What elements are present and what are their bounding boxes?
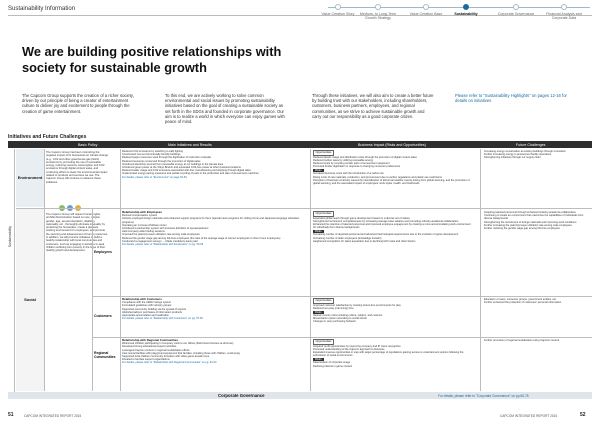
list-item: Appropriate accumulation and realization (122, 314, 170, 318)
intro-paragraph-2: To this end, we are actively working to solve common environmental and social issues by promoting sustainability initiatives based on the goal of creating a sustainable society as set forth in the SDGs and founded in corporate governance. Our aim is to realize a world in which everyone can enjoy games with peace of mind. (165, 93, 285, 125)
employees-challenges (484, 211, 590, 230)
list-item: Introduced electricity sourced from renewable energy at our buildings in the Kansai area (122, 162, 223, 166)
risks-tag: Risks (315, 229, 322, 233)
list-item: Reduced water usage and CO2 emissions associated with disc manufacturing and shipping through digital sales (122, 169, 251, 173)
opportunities-tag: Opportunities (313, 339, 334, 344)
regional-initiatives (122, 339, 302, 365)
list-item: Reduced the gender wage gap among full-time employees (the ratio of the average wage of women employees to that of men employees) (122, 236, 281, 240)
highlights-link[interactable]: Please refer to "Sustainability Highlights" on pages 12-16 for details on initiatives (455, 93, 567, 104)
environment-initiatives (122, 150, 302, 179)
list-item: Strengthening the recruitment of foreign nationals and improving work conditions (484, 220, 577, 224)
list-item: Increased business costs with the introduction of a carbon tax (313, 172, 384, 176)
list-item: Operating an in-house childcare center (122, 223, 167, 227)
col-divider (480, 149, 481, 391)
list-item: Supported community building via the spread of esports (122, 307, 187, 311)
employees-title: Relationship with Employees (122, 210, 162, 214)
table-section-title: Initiatives and Future Challenges (8, 134, 87, 140)
regional-details-link[interactable]: For details, please refer to "Relationship with Regional Communities" on pg. 61-63 (122, 361, 217, 365)
list-item: Further increasing energy in amusement facility operations (484, 153, 552, 157)
nav-dot-icon (561, 4, 567, 10)
nav-value-creation-story[interactable]: Value Creation Story (318, 4, 358, 16)
nav-sustainability[interactable]: Sustainability (446, 4, 486, 16)
nav-dot-active-icon (463, 4, 469, 10)
opportunities-tag: Opportunities (313, 298, 334, 303)
list-item: Expanded revenue opportunities in step with target percentage of populations gaining access to entertainment options following the submission of social environments (313, 351, 464, 358)
environment-details-link[interactable]: For details, please refer to "Environment" on page 53-54 (122, 175, 187, 179)
regional-impact (313, 339, 473, 368)
list-item: Implemented energy-saving measures and partial recycling of parts in the production and sale of amusement machines (122, 172, 259, 176)
intro-paragraph-3: Through these initiatives, we will also aim to create a better future by building trust with our stakeholders, including shareholders, customers, business partners, employees, and regional communities, as we strive to achieve sustainable growth and carry out our responsibility as a good corporate citizen. (312, 93, 434, 119)
list-item: Education of users, consumer groups, government entities, etc. (484, 298, 557, 301)
list-item: Declining interest in game content (313, 364, 353, 368)
nav-financial-analysis[interactable]: Financial Analysis and Corporate Data (544, 4, 584, 20)
customers-label: Customers (94, 314, 112, 318)
col-divider (44, 149, 45, 391)
risks-tag: Risks (315, 168, 322, 172)
list-item: Conducted a engagement surveys → Made mandatory leave paid (122, 239, 198, 243)
page-number-right: 52 (580, 412, 586, 418)
list-item: Reduced CO2 emissions by switching to LED lighting (122, 150, 184, 153)
corporate-governance-bar (8, 392, 592, 399)
environment-challenges (484, 150, 590, 160)
col-divider (310, 149, 311, 391)
page-headline: We are building positive relationships with society for sustainable growth (22, 44, 282, 75)
list-item: Deterioration of corporate image (313, 361, 351, 365)
nav-corporate-governance[interactable]: Corporate Governance (496, 4, 536, 16)
list-item: Monetization system according to social trends (313, 317, 367, 321)
list-item: Compliance with the CERO ratings system (122, 301, 172, 305)
regional-challenges (484, 339, 590, 342)
list-item: Continuing to create an environment that maximizes the capabilities of individuals from diverse backgrounds (484, 214, 584, 221)
page-number-left: 51 (8, 412, 14, 418)
social-category: Social (16, 209, 44, 391)
customers-title: Relationship with Customers (122, 297, 162, 301)
section-title: Sustainability Information (8, 6, 76, 12)
customers-initiatives (122, 298, 302, 320)
environment-impact (313, 150, 473, 185)
list-item: Promoted understanding of the Capcom approach to business (313, 348, 385, 351)
employees-initiatives (122, 211, 302, 246)
customers-details-link[interactable]: For details, please refer to "Relationship with Customers" on pg. 57-60 (122, 317, 203, 321)
list-item: Reduced costs by recycling certain parts of amusement equipment (313, 162, 390, 166)
list-item: Disruption of business continuity caused by intensification of abnormal weather events arising from global warming, and the promotion of global warming, and the associated impact of employees' work styles, health, and livelihoods (313, 178, 470, 186)
col-divider (120, 149, 121, 391)
list-item: Expanded global reach through game development based on a diverse set of values (313, 216, 410, 220)
list-item: Introduced green power at the Tokyo Branch and expanded CO2-free power at other business locations (122, 166, 241, 170)
nav-growth-strategy[interactable]: Medium- to Long-Term Growth Strategy (358, 4, 398, 20)
list-item: Donated to families support organizations (122, 358, 170, 362)
col-business-impact: Business Impact (Risks and Opportunities) (358, 142, 426, 147)
customers-challenges (484, 298, 590, 304)
nav-value-creation-base[interactable]: Value Creation Base (406, 4, 446, 16)
employees-details-link[interactable]: For details, please refer to "Relationship with Employees" on pg. 53-56 (122, 243, 204, 247)
list-item: Promoted further digitization in response to changing consumer preferences (313, 165, 401, 169)
list-item: Heightened competition for talent acquisition due to declining birth rates and other factors (313, 239, 416, 243)
list-item: Actively employed foreign nationals and enhanced support programs for them (special news programs for visiting home and Japanese language education programs) (122, 217, 300, 224)
list-item: Rising costs of raw materials, production, and procurement due to carbon regulations and plastic use restrictions (313, 175, 442, 179)
regional-label: Regional Communities (94, 351, 116, 359)
footer-right-text: CAPCOM INTEGRATED REPORT 2024 (500, 414, 558, 418)
list-item: Improved customer satisfaction by creating stress-free environments for play (313, 303, 401, 307)
list-item: Changes in user purchasing behavior (313, 320, 356, 324)
list-item: Welcomed children participating in Company visits to our offices (Field Good Centers at all times) (122, 342, 234, 346)
side-divider (14, 149, 15, 393)
employees-label: Employees (94, 250, 112, 254)
list-item: Various country risks including culture, religion, and customs (313, 314, 383, 317)
list-item: Introduced a partnership system with inclusive definition of spouse/partners (122, 227, 209, 231)
list-item: Reduced paper resources used through the digitization of instruction manuals (122, 156, 211, 160)
employees-impact (313, 211, 473, 243)
list-item: Reduced non-play (cramming) time (313, 307, 354, 310)
list-item: Further promotion of regional revitalization using Capcom content (484, 339, 560, 342)
list-item: Increasing energy conservation at existing buildings through renovation (484, 150, 566, 153)
nav-dot-icon (513, 4, 519, 10)
list-item: Acquired profit opportunities by improving company and IP name recognition (313, 344, 401, 348)
opportunities-tag: Opportunities (313, 211, 334, 216)
opportunities-tag: Opportunities (313, 150, 334, 155)
list-item: Held company-wide briefing sessions (122, 230, 165, 234)
section-nav (318, 4, 594, 26)
nav-dot-icon (335, 4, 341, 10)
risks-tag: Risks (315, 310, 322, 314)
list-item: Enhanced the retention of talented personnel and improved employee engagement by creating a more accommodating work environment for individuals from diverse backgrounds (313, 223, 471, 230)
nav-dot-icon (375, 4, 381, 10)
list-item: Leveraged Capcom content in regional revitalization efforts (122, 348, 190, 352)
list-item: Strengthening initiatives through our supply chain (484, 156, 541, 160)
col-initiatives: Main Initiatives and Results (168, 142, 212, 147)
list-item: Further enhanced the protection of customers' personal information (484, 301, 562, 305)
list-item: Reduced plastic usage and distribution costs through the promotion of digital content sales (313, 155, 417, 159)
corporate-governance-label: Corporate Governance (218, 393, 265, 399)
environment-category: Environment (16, 149, 44, 207)
footer-left-text: CAPCOM INTEGRATED REPORT 2024 (24, 414, 82, 418)
col-basic-policy: Basic Policy (78, 142, 98, 147)
col-future-challenges: Future Challenges (516, 142, 546, 147)
list-item: Increasing number of departed personnel and advanced technological requirements due to the evolution of game development (313, 233, 459, 237)
list-item: Abolished add-on purchases of information products (122, 310, 182, 314)
sustainability-side-label: Sustainability (8, 226, 12, 248)
list-item: Increasing number of older employees (knowledge transfer) (313, 236, 382, 240)
risks-tag: Risks (315, 357, 322, 361)
nav-dot-icon (423, 4, 429, 10)
list-item: Strengthened recruitment competitiveness by increasing average base salaries and promoting industry-academia collaboration (313, 220, 459, 223)
list-item: Further reducing the gender wage gap among full-time employees (484, 227, 560, 231)
list-item: Cast revival facilities with playground equipment that families, including those with children, could enjoy (122, 351, 241, 355)
list-item: Further increasing the paternity leave utilization rate among male employees (484, 223, 572, 227)
list-item: Reduced carbon taxes by utilizing renewable energy (313, 159, 374, 162)
row-divider (92, 296, 592, 297)
list-item: Acquiring talented personnel through enhanced industry-academia collaboration (484, 211, 576, 214)
list-item: Reduced resources consumed through the promotion of digital sales (122, 159, 201, 163)
row-divider (16, 208, 592, 209)
list-item: Formulated guidelines with industry groups (122, 304, 172, 308)
environment-policy: The Capcom Group has been minimizing the negative impact of its businesses on climate change (e.g., CO2 and other greenhouse gas (GHG) emissions) by promoting the use of renewable energy, reducing resource consumption and CO2 emissions through digital content sales, and continuing efforts to lower the environmental impact related to products and services we use. The Capcom Group will continue to advance these initiatives. (46, 151, 108, 184)
list-item: Developed strong educational support activities (122, 345, 177, 349)
list-item: Supported local children community formation with video game arcade tours (122, 355, 210, 359)
social-policy: The Capcom Group will respect human rights, prohibit discrimination based on race, religion, gender, age, sexual orientation, disability, nationality, etc., thoroughly eliminate inequality by protecting the humanities, create a pleasant working environment for employees, and promote the securing and advancement of human resources. In addition, we will promote initiatives to build a healthy relationship with local communities and customers, such as engaging in activities to seek children suffering from poverty in the hope of their healthy growth and development. (46, 213, 108, 253)
list-item: Constructed new environmentally-friendly buildings (122, 153, 181, 157)
list-item: Improved the paternity leave utilization rate among male employees (122, 233, 200, 237)
table-header (8, 141, 592, 148)
col-divider (92, 209, 93, 391)
list-item: Revised compensation system (122, 214, 158, 218)
corporate-governance-link[interactable]: For details, please refer to "Corporate Governance" on pp.65-78 (438, 393, 529, 398)
customers-impact (313, 298, 473, 324)
intro-paragraph-1: The Capcom Group supports the creation of a richer society, driven by our principle of being a creator of entertainment culture to deliver joy and excitement to people through the creation of game entertainment. (22, 93, 134, 114)
regional-title: Relationship with Regional Communities (122, 338, 179, 342)
